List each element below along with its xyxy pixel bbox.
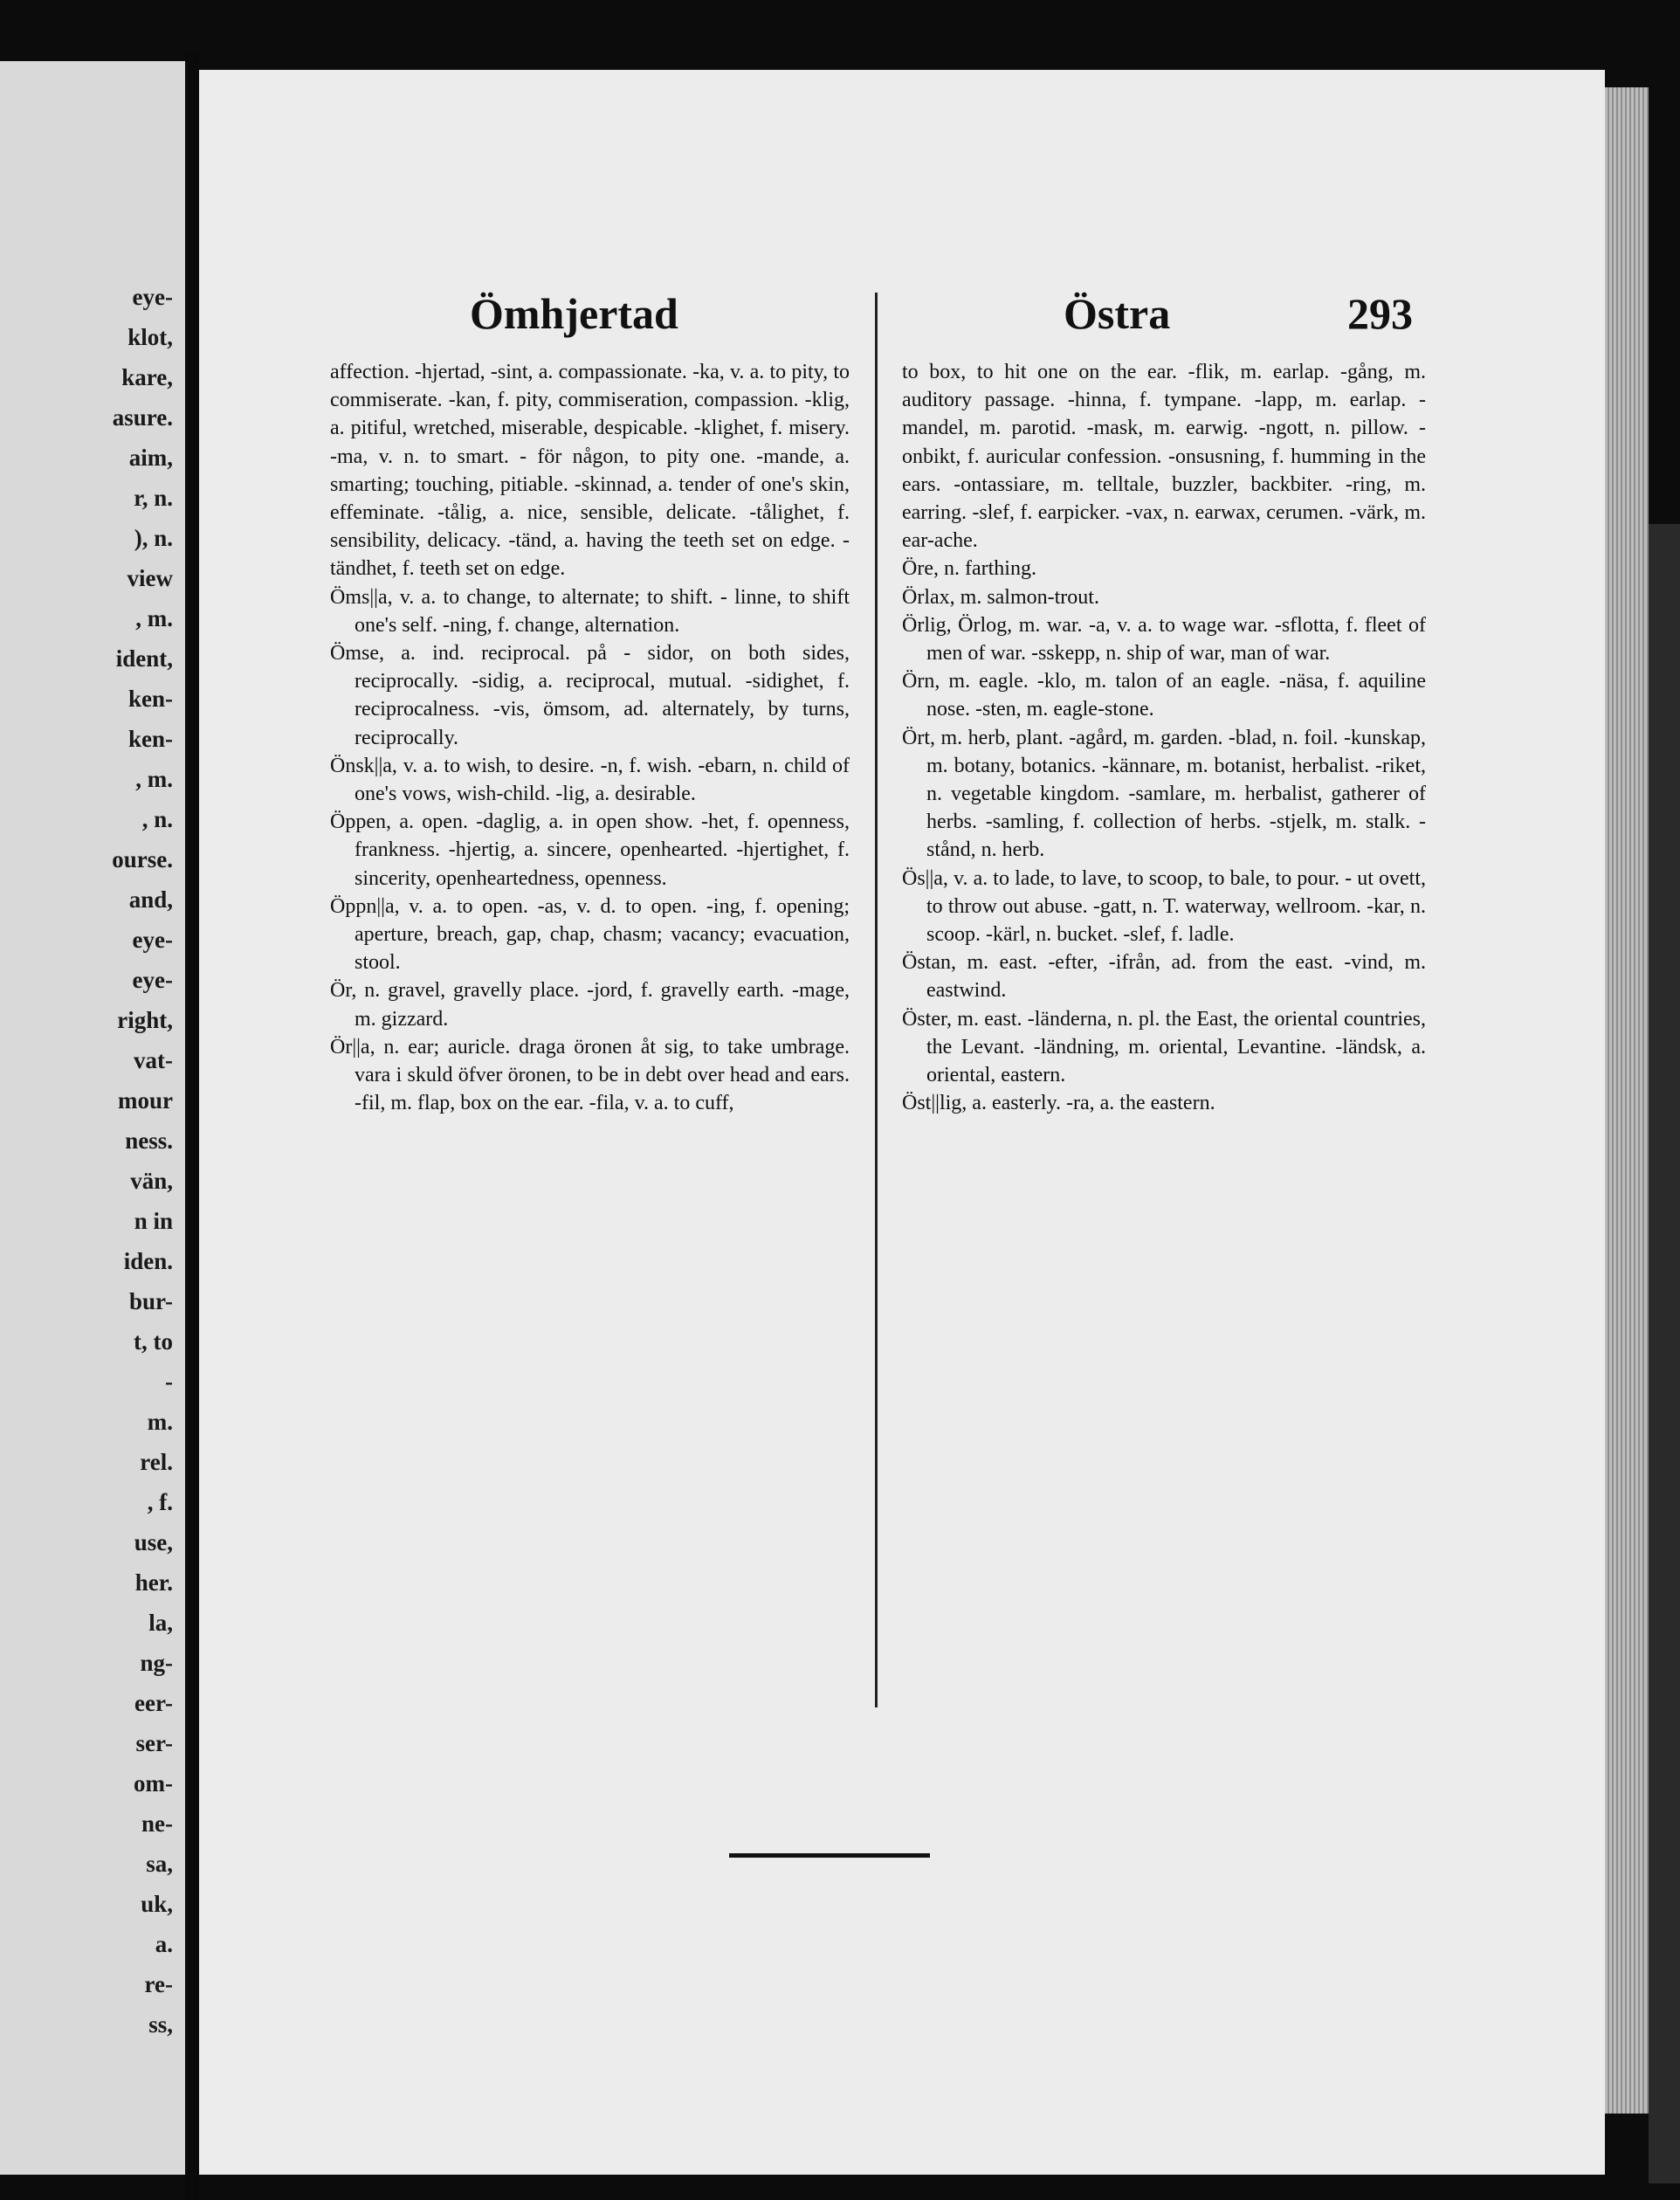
facing-page-text: a. — [155, 1931, 173, 1957]
facing-page-text: eye- — [132, 967, 173, 993]
facing-page-text: mour — [118, 1087, 173, 1114]
facing-page-text: use, — [134, 1529, 173, 1555]
dictionary-entry: to box, to hit one on the ear. -flik, m. earlap. -gång, m. auditory passage. -hinna, f. tympane. -lapp, m. earlap. -mandel, m. parotid. -mask, m. earwig. -ngott, n. pillow. -onbikt, f. auricular confession. -onsusning, f. humming in the ears. -ontassiare, m. telltale, buzzler, backbiter. -ring, m. earring. -slef, f. earpicker. -vax, n. earwax, cerumen. -värk, m. ear-ache. — [902, 361, 1426, 553]
facing-page-text: , m. — [135, 766, 173, 792]
facing-page-text: aim, — [128, 445, 173, 471]
facing-page-text: la, — [148, 1610, 173, 1636]
header-left-word: Ömhjertad — [470, 289, 678, 338]
facing-page-text: re- — [144, 1971, 173, 1997]
dictionary-entry: Ömse, a. ind. reciprocal. på - sidor, on both sides, reciprocally. -sidig, a. reciprocal, mutual. -sidighet, f. reciprocalness. -vis, ömsom, ad. alternately, by turns, reciprocally. — [330, 642, 850, 749]
facing-page-text: vat- — [134, 1047, 173, 1073]
dictionary-entry: Örn, m. eagle. -klo, m. talon of an eagle. -näsa, f. aquiline nose. -sten, m. eagle-stone. — [902, 670, 1426, 721]
book-cover-edge — [1649, 524, 1680, 2183]
facing-page-text: iden. — [123, 1248, 173, 1274]
dictionary-entry: Öst||lig, a. easterly. -ra, a. the eastern. — [902, 1092, 1215, 1115]
dictionary-entry: Öppen, a. open. -daglig, a. in open show. -het, f. openness, frankness. -hjertig, a. sincere, openhearted. -hjertighet, f. sincerity, openheartedness, openness. — [330, 810, 850, 890]
dictionary-entry: Östan, m. east. -efter, -ifrån, ad. from the east. -vind, m. eastwind. — [902, 951, 1426, 1003]
page-end-rule — [729, 1853, 930, 1858]
facing-page-text: view — [127, 565, 173, 591]
facing-page-text: asure. — [112, 404, 173, 431]
facing-page-text: , n. — [141, 806, 173, 832]
dictionary-entry: Örlax, m. salmon-trout. — [902, 585, 1099, 609]
facing-page-text: eer- — [134, 1690, 173, 1716]
left-column — [330, 358, 850, 1117]
facing-page-text: sa, — [146, 1851, 173, 1877]
dictionary-entry: Öre, n. farthing. — [902, 557, 1036, 581]
facing-page-text: rel. — [140, 1449, 173, 1475]
facing-page-text: ), n. — [134, 525, 173, 551]
facing-page-text: ser- — [135, 1730, 173, 1756]
facing-page-text: her. — [134, 1569, 173, 1596]
dictionary-entry: Örlig, Örlog, m. war. -a, v. a. to wage war. -sflotta, f. fleet of men of war. -sskepp, n. ship of war, man of war. — [902, 613, 1426, 666]
facing-page-text: kare, — [121, 364, 173, 390]
dictionary-entry: Öster, m. east. -länderna, n. pl. the East, the oriental countries, the Levant. -ländning, m. oriental, Levantine. -ländsk, a. oriental, eastern. — [902, 1007, 1426, 1087]
facing-page-text: bur- — [128, 1288, 173, 1314]
facing-page-text: ken- — [127, 686, 173, 712]
facing-page-text: eye- — [132, 284, 173, 310]
facing-page-text: right, — [117, 1007, 173, 1033]
dictionary-entry: Ör, n. gravel, gravelly place. -jord, f. gravelly earth. -mage, m. gizzard. — [330, 979, 850, 1031]
facing-page-text: klot, — [127, 324, 173, 350]
right-column — [902, 358, 1426, 1117]
facing-page-text: , m. — [135, 605, 173, 631]
book-gutter — [185, 52, 199, 2200]
facing-page-text: ness. — [125, 1128, 173, 1154]
page-stack-edge — [1605, 87, 1649, 2114]
facing-page-text: ng- — [140, 1650, 173, 1676]
facing-page-text: n in — [134, 1208, 173, 1234]
facing-page-text: vän, — [130, 1168, 173, 1194]
facing-page-text: ken- — [127, 726, 173, 752]
page-number: 293 — [1347, 289, 1413, 338]
facing-page-text: , f. — [147, 1489, 173, 1515]
dictionary-entry: Ös||a, v. a. to lade, to lave, to scoop, to bale, to pour. - ut ovett, to throw out abuse. -gatt, n. T. waterway, wellroom. -kar, n. scoop. -kärl, n. bucket. -slef, f. ladle. — [902, 866, 1426, 947]
column-divider — [875, 293, 878, 1707]
facing-page-fragment — [0, 61, 185, 2175]
dictionary-entry: affection. -hjertad, -sint, a. compassionate. -ka, v. a. to pity, to commiserate. -kan, f. pity, commiseration, compassion. -klig, a. pitiful, wretched, miserable, despicable. -klighet, f. misery. -ma, v. n. to smart. - för någon, to pity one. -mande, a. smarting; touching, pitiable. -skinnad, a. tender of one's skin, effeminate. -tålig, a. nice, sensible, delicate. -tålighet, f. sensibility, delicacy. -tänd, a. having the teeth set on edge. -tändhet, f. teeth set on edge. — [330, 361, 850, 581]
facing-page-text: r, n. — [134, 485, 173, 511]
facing-page-text: m. — [147, 1409, 173, 1435]
dictionary-entry: Önsk||a, v. a. to wish, to desire. -n, f. wish. -ebarn, n. child of one's vows, wish-child. -lig, a. desirable. — [330, 754, 850, 806]
facing-page-text: ident, — [115, 645, 173, 672]
header-right-word: Östra — [1064, 289, 1171, 338]
facing-page-text: t, to — [134, 1328, 173, 1355]
dictionary-entry: Ört, m. herb, plant. -agård, m. garden. -blad, n. foil. -kunskap, m. botany, botanics. -kännare, m. botanist, herbalist. -riket, n. vegetable kingdom. -samlare, m. herbalist, gatherer of herbs. -samling, f. collection of herbs. -stjelk, m. stalk. -stånd, n. herb. — [902, 726, 1426, 862]
dictionary-entry: Ör||a, n. ear; auricle. draga öronen åt sig, to take umbrage. vara i skuld öfver öronen, to be in debt over head and ears. -fil, m. flap, box on the ear. -fila, v. a. to cuff, — [330, 1035, 850, 1115]
facing-page-text: ne- — [141, 1810, 173, 1837]
dictionary-page — [199, 70, 1605, 2175]
dictionary-entry: Öms||a, v. a. to change, to alternate; to shift. - linne, to shift one's self. -ning, f. change, alternation. — [330, 585, 850, 637]
facing-page-text: - — [165, 1369, 173, 1395]
facing-page-text: and, — [128, 886, 173, 913]
facing-page-text: ss, — [148, 2011, 173, 2038]
facing-page-text: ourse. — [112, 846, 173, 872]
facing-page-text: eye- — [132, 927, 173, 953]
facing-page-text: uk, — [141, 1891, 173, 1917]
facing-page-text: om- — [134, 1770, 173, 1797]
dictionary-entry: Öppn||a, v. a. to open. -as, v. d. to open. -ing, f. opening; aperture, breach, gap, chap, chasm; vacancy; evacuation, stool. — [330, 894, 850, 975]
